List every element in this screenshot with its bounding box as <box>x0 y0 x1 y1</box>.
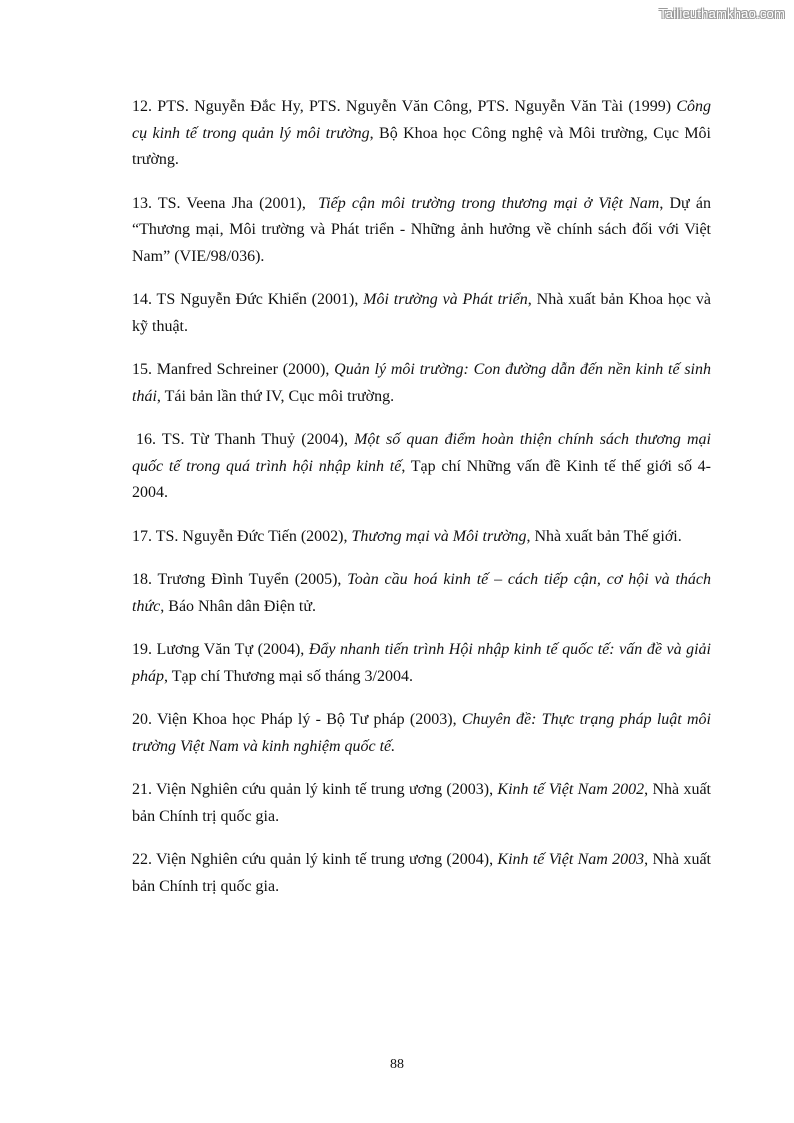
reference-16 <box>132 427 711 507</box>
watermark-text: Tailieuthamkhao.com <box>659 6 785 21</box>
ref-suffix: , Nhà xuất bản Khoa học và kỹ thuật. <box>132 291 712 335</box>
ref-prefix: 15. Manfred Schreiner (2000), <box>132 361 335 378</box>
ref-title: Kinh tế Việt Nam 2002 <box>497 781 645 798</box>
ref-prefix: 22. Viện Nghiên cứu quản lý kinh tế trung ương (2004), <box>132 851 498 868</box>
ref-prefix: 18. Trương Đình Tuyển (2005), <box>132 571 348 588</box>
ref-title: Đẩy nhanh tiến trình Hội nhập kinh tế quốc tế: vấn đề và giải pháp <box>132 641 712 685</box>
ref-prefix: 13. TS. Veena Jha (2001), <box>132 194 319 212</box>
ref-suffix: , Tạp chí Thương mại số tháng 3/2004. <box>164 667 413 685</box>
reference-list <box>132 94 711 917</box>
ref-title: Kinh tế Việt Nam 2003 <box>497 851 645 868</box>
reference-18 <box>132 567 711 620</box>
ref-title: Chuyên đề: Thực trạng pháp luật môi trường Việt Nam và kinh nghiệm quốc tế. <box>132 711 712 755</box>
ref-title: Quản lý môi trường: Con đường dẫn đến nền kinh tế sinh thái <box>132 361 712 405</box>
page-number: 88 <box>390 1057 404 1072</box>
reference-21 <box>132 777 711 830</box>
ref-prefix: 14. TS Nguyễn Đức Khiển (2001), <box>132 291 364 308</box>
reference-17 <box>132 524 711 551</box>
reference-12 <box>132 94 711 174</box>
reference-20 <box>132 707 711 760</box>
ref-suffix: , Tái bản lần thứ IV, Cục môi trường. <box>156 387 395 405</box>
ref-prefix: 19. Lương Văn Tự (2004), <box>132 641 309 658</box>
reference-13 <box>132 191 711 271</box>
ref-prefix: 12. PTS. Nguyễn Đắc Hy, PTS. Nguyễn Văn Công, PTS. Nguyễn Văn Tài (1999) <box>132 98 677 115</box>
reference-15 <box>132 357 711 410</box>
ref-title: Công cụ kinh tế trong quản lý môi trường <box>132 98 711 142</box>
ref-title: Tiếp cận môi trường trong thương mại ở Việt Nam <box>318 194 660 212</box>
reference-19 <box>132 637 711 690</box>
ref-suffix: , Báo Nhân dân Điện tử. <box>160 597 317 615</box>
ref-suffix: , Tạp chí Những vấn đề Kinh tế thế giới số 4-2004. <box>132 457 712 501</box>
ref-title: Toàn cầu hoá kinh tế – cách tiếp cận, cơ hội và thách thức <box>132 571 712 615</box>
ref-prefix: 20. Viện Khoa học Pháp lý - Bộ Tư pháp (2003), <box>132 711 462 728</box>
reference-14 <box>132 287 711 340</box>
reference-22 <box>132 847 711 900</box>
ref-prefix: 21. Viện Nghiên cứu quản lý kinh tế trung ương (2003), <box>132 781 498 798</box>
ref-title: Một số quan điểm hoàn thiện chính sách thương mại quốc tế trong quá trình hội nhập kinh tế <box>132 431 712 475</box>
ref-suffix: , Nhà xuất bản Chính trị quốc gia. <box>132 851 712 895</box>
ref-prefix: 16. TS. Từ Thanh Thuỷ (2004), <box>136 431 355 448</box>
ref-prefix: 17. TS. Nguyễn Đức Tiến (2002), <box>132 527 352 545</box>
ref-title: Môi trường và Phát triển <box>363 291 528 308</box>
ref-suffix: , Dự án “Thương mại, Môi trường và Phát triển - Những ảnh hưởng về chính sách đối với Việt Nam” (VIE/98/036). <box>132 194 711 265</box>
ref-suffix: , Nhà xuất bản Thế giới. <box>526 527 682 545</box>
ref-suffix: , Nhà xuất bản Chính trị quốc gia. <box>132 781 712 825</box>
ref-title: Thương mại và Môi trường <box>351 527 527 545</box>
ref-suffix: , Bộ Khoa học Công nghệ và Môi trường, Cục Môi trường. <box>132 124 711 168</box>
